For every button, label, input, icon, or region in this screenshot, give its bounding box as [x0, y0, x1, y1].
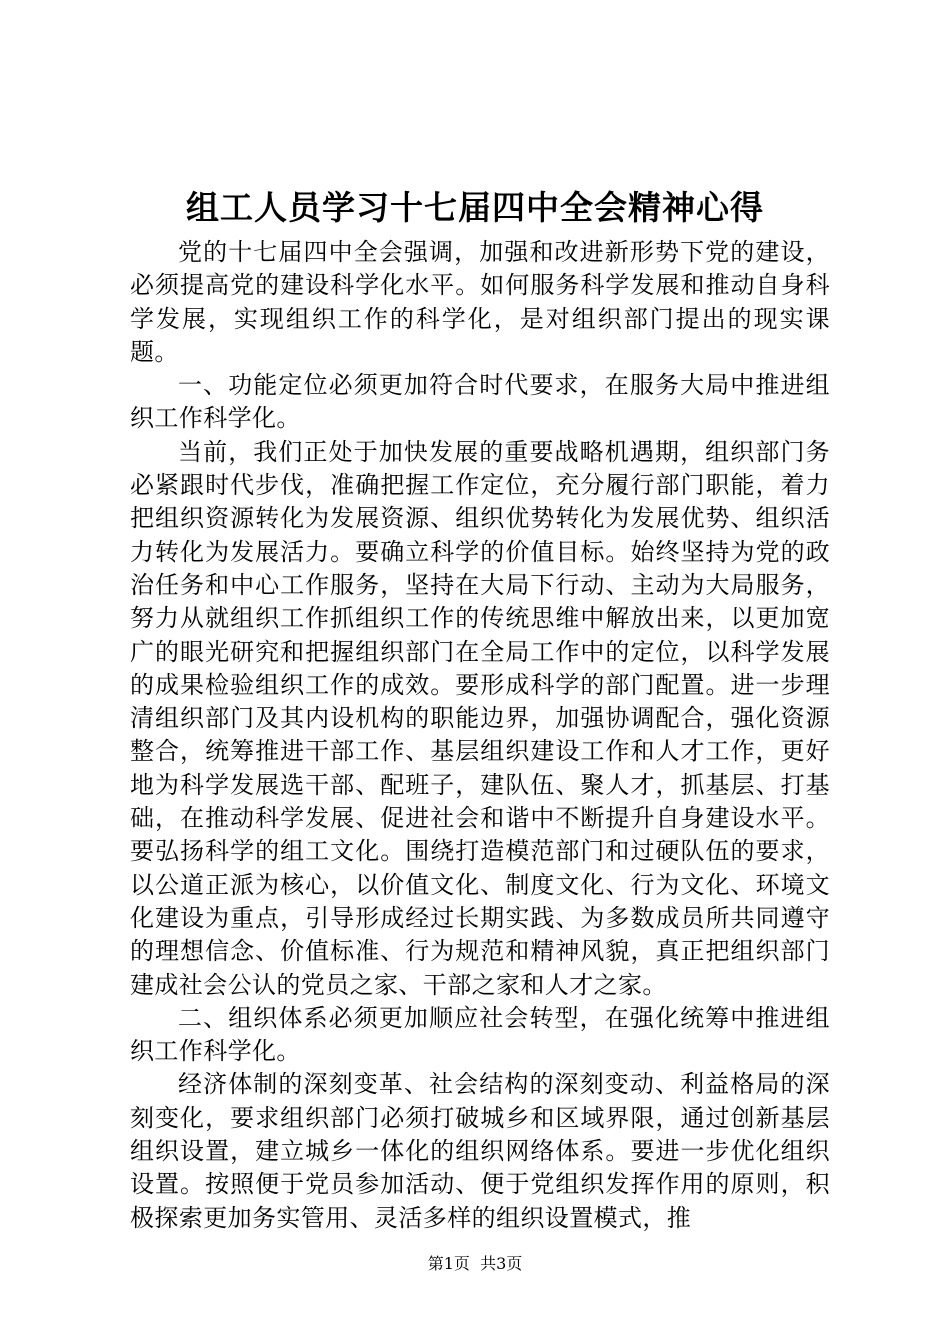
paragraph: 当前，我们正处于加快发展的重要战略机遇期，组织部门务必紧跟时代步伐，准确把握工作定位，充分履行部门职能，着力把组织资源转化为发展资源、组织优势转化为发展优势、组织活力转化为发展活力。要确立科学的价值目标。始终坚持为党的政治任务和中心工作服务，坚持在大局下行动、主动为大局服务，努力从就组织工作抓组织工作的传统思维中解放出来，以更加宽广的眼光研究和把握组织部门在全局工作中的定位，以科学发展的成果检验组织工作的成效。要形成科学的部门配置。进一步理清组织部门及其内设机构的职能边界，加强协调配合，强化资源整合，统筹推进干部工作、基层组织建设工作和人才工作，更好地为科学发展选干部、配班子，建队伍、聚人才，抓基层、打基础，在推动科学发展、促进社会和谐中不断提升自身建设水平。要弘扬科学的组工文化。围绕打造模范部门和过硬队伍的要求，以公道正派为核心，以价值文化、制度文化、行为文化、环境文化建设为重点，引导形成经过长期实践、为多数成员所共同遵守的理想信念、价值标准、行为规范和精神风貌，真正把组织部门建成社会公认的党员之家、干部之家和人才之家。 [130, 437, 830, 999]
page-total: 共3页 [480, 1254, 523, 1273]
page-footer [0, 1252, 950, 1276]
section-heading-2: 二、组织体系必须更加顺应社会转型，在强化统筹中推进组织工作科学化。 [130, 1003, 830, 1066]
section-heading-1: 一、功能定位必须更加符合时代要求，在服务大局中推进组织工作科学化。 [130, 371, 830, 433]
document-body [130, 236, 830, 1235]
paragraph: 党的十七届四中全会强调，加强和改进新形势下党的建设，必须提高党的建设科学化水平。如何服务科学发展和推动自身科学发展，实现组织工作的科学化，是对组织部门提出的现实课题。 [130, 238, 830, 366]
page-number: 第1页 [427, 1254, 470, 1273]
document-title: 组工人员学习十七届四中全会精神心得 [186, 188, 764, 227]
paragraph: 经济体制的深刻变革、社会结构的深刻变动、利益格局的深刻变化，要求组织部门必须打破城乡和区域界限，通过创新基层组织设置，建立城乡一体化的组织网络体系。要进一步优化组织设置。按照便于党员参加活动、便于党组织发挥作用的原则，积极探索更加务实管用、灵活多样的组织设置模式，推 [130, 1070, 830, 1232]
